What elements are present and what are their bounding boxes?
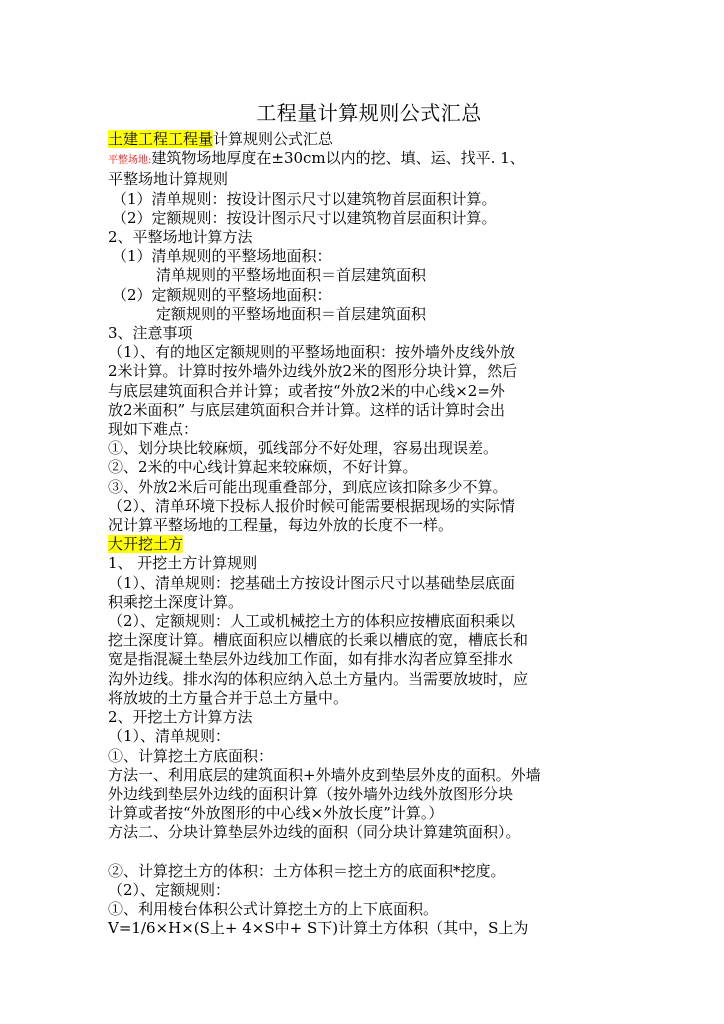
paragraph-line: （2）定额规则：按设计图示尺寸以建筑物首层面积计算。: [112, 208, 497, 227]
red-label: 平整场地:: [108, 155, 152, 167]
paragraph-line: （2）、清单环境下投标人报价时候可能需要根据现场的实际情: [108, 496, 516, 515]
paragraph-line: 平整场地计算规则: [108, 170, 229, 189]
paragraph-line: ①、计算挖土方底面积：: [108, 746, 274, 765]
paragraph-line: 挖土深度计算。槽底面积应以槽底的长乘以槽底的宽，槽底长和: [108, 631, 529, 650]
paragraph-line: ①、划分块比较麻烦，弧线部分不好处理，容易出现误差。: [108, 439, 499, 458]
paragraph-line: 现如下难点：: [108, 420, 199, 439]
highlighted-text: 土建工程工程量: [108, 130, 214, 148]
paragraph-line: 积乘挖土深度计算。: [108, 592, 244, 611]
paragraph-line: （1）清单规则：按设计图示尺寸以建筑物首层面积计算。: [112, 189, 497, 208]
section-heading-excavation: [108, 535, 616, 554]
paragraph-line: ①、利用棱台体积公式计算挖土方的上下底面积。: [108, 900, 439, 919]
heading-rest: 计算规则公式汇总: [213, 130, 334, 148]
paragraph-line: ②、计算挖土方的体积：土方体积＝挖土方的底面积*挖度。: [108, 861, 506, 880]
section-heading-civil: [108, 130, 616, 149]
document-page: [108, 98, 616, 939]
paragraph-line: 将放坡的土方量合并于总土方量中。: [108, 688, 349, 707]
paragraph-line: 计算或者按“外放图形的中心线×外放长度”计算。）: [108, 804, 444, 823]
line-text: 建筑物场地厚度在±30cm以内的挖、填、运、找平. 1、: [151, 149, 525, 168]
paragraph-line: ③、外放2米后可能出现重叠部分，到底应该扣除多少不算。: [108, 477, 508, 496]
paragraph-line: 宽是指混凝土垫层外边线加工作面，如有排水沟者应算至排水: [108, 650, 514, 669]
highlighted-text: 大开挖土方: [108, 535, 184, 554]
document-title: 工程量计算规则公式汇总: [256, 101, 482, 125]
paragraph-line: 2米计算。计算时按外墙外边线外放2米的图形分块计算，然后: [108, 362, 518, 381]
paragraph-line: 与底层建筑面积合并计算；或者按“外放2米的中心线×2=外: [108, 381, 505, 400]
paragraph-line: 方法一、利用底层的建筑面积+外墙外皮到垫层外皮的面积。外墙: [108, 765, 541, 784]
paragraph-line: （1）、有的地区定额规则的平整场地面积：按外墙外皮线外放: [108, 343, 516, 362]
paragraph-line: 沟外边线。排水沟的体积应纳入总土方量内。当需要放坡时，应: [108, 669, 529, 688]
paragraph-line: 2、开挖土方计算方法: [108, 708, 253, 727]
paragraph-line: [108, 149, 616, 170]
paragraph-line: 3、注意事项: [108, 324, 193, 343]
paragraph-line: （2）、定额规则：人工或机械挖土方的体积应按槽底面积乘以: [108, 612, 516, 631]
paragraph-line: 定额规则的平整场地面积＝首层建筑面积: [156, 304, 427, 323]
paragraph-line: 清单规则的平整场地面积＝首层建筑面积: [156, 266, 427, 285]
paragraph-line: 况计算平整场地的工程量，每边外放的长度不一样。: [108, 516, 454, 535]
paragraph-line: V=1/6×H×(S上+ 4×S中+ S下)计算土方体积（其中，S上为: [108, 919, 529, 938]
paragraph-line: （2）定额规则的平整场地面积：: [112, 285, 332, 304]
paragraph-line: 2、平整场地计算方法: [108, 228, 253, 247]
blank-line: [108, 843, 616, 862]
paragraph-line: （1）、清单规则：挖基础土方按设计图示尺寸以基础垫层底面: [108, 573, 516, 592]
paragraph-line: （1）、清单规则：: [108, 727, 231, 746]
paragraph-line: （1）清单规则的平整场地面积：: [112, 247, 332, 266]
paragraph-line: 外边线到垫层外边线的面积计算（按外墙外边线外放图形分块: [108, 784, 514, 803]
paragraph-line: 放2米面积” 与底层建筑面积合并计算。这样的话计算时会出: [108, 400, 505, 419]
paragraph-line: 方法二、分块计算垫层外边线的面积（同分块计算建筑面积）。: [108, 823, 521, 842]
paragraph-line: （2）、定额规则：: [108, 880, 231, 899]
paragraph-line: ②、2米的中心线计算起来较麻烦，不好计算。: [108, 458, 418, 477]
paragraph-line: 1、 开挖土方计算规则: [108, 554, 258, 573]
